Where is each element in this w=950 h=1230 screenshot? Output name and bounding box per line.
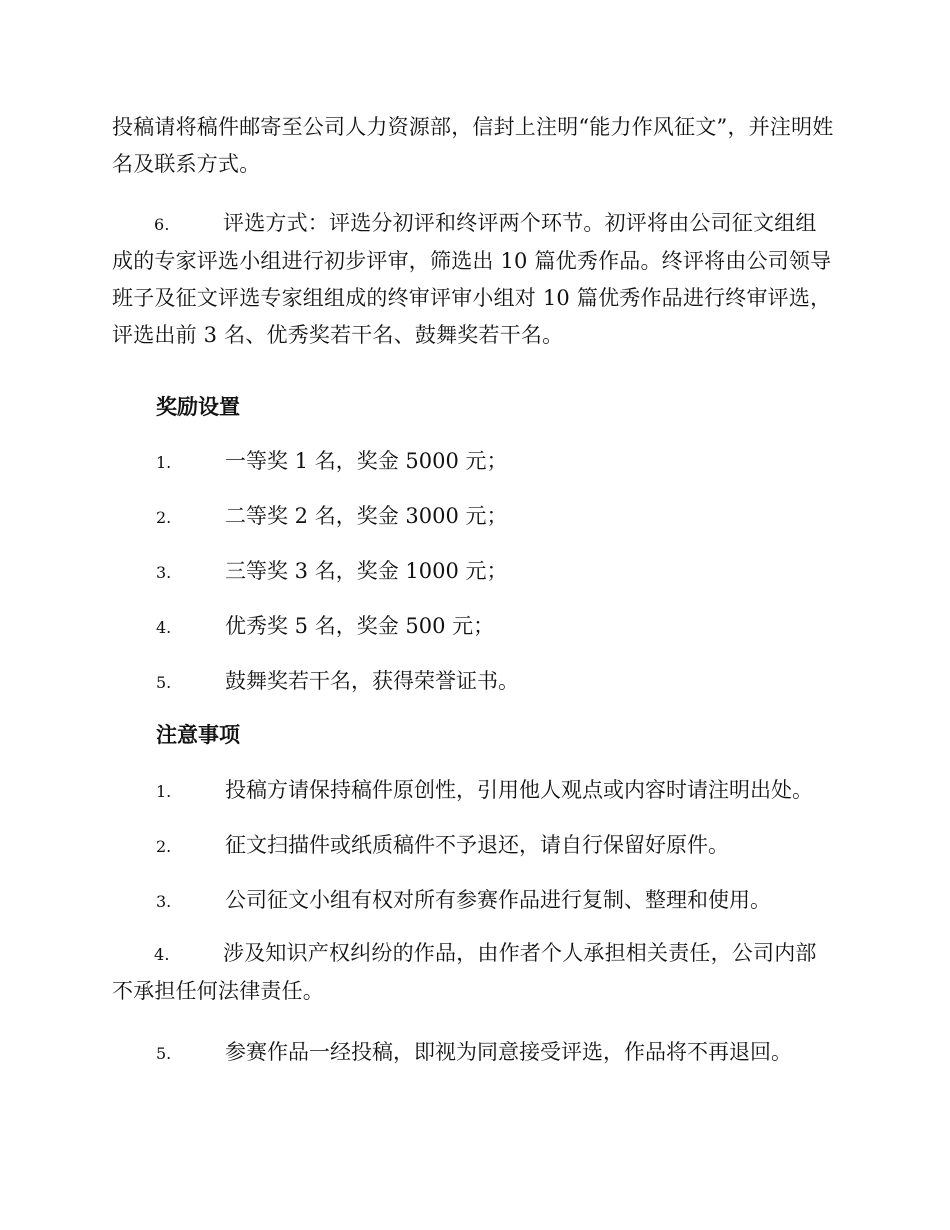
award-item-number: 2. bbox=[156, 508, 172, 527]
selection-text: 评选方式：评选分初评和终评两个环节。初评将由公司征文组组成的专家评选小组进行初步评审，筛选出 10 篇优秀作品。终评将由公司领导班子及征文评选专家组组成的终审评审小组对 10 篇优秀作品进行终审评选，评选出前 3 名、优秀奖若干名、鼓舞奖若干名。 bbox=[112, 211, 832, 347]
selection-number: 6. bbox=[154, 215, 170, 234]
award-item-number: 1. bbox=[156, 453, 172, 472]
award-item bbox=[156, 501, 836, 533]
note-item-number: 3. bbox=[156, 892, 172, 911]
note-item bbox=[156, 830, 836, 862]
award-item-text: 鼓舞奖若干名，获得荣誉证书。 bbox=[225, 669, 519, 693]
award-item-text: 优秀奖 5 名，奖金 500 元； bbox=[225, 614, 495, 638]
award-item bbox=[156, 666, 836, 698]
award-item-number: 4. bbox=[156, 618, 172, 637]
note-item bbox=[156, 885, 836, 917]
award-item-text: 二等奖 2 名，奖金 3000 元； bbox=[225, 504, 508, 528]
award-item bbox=[156, 446, 836, 478]
note-item-number: 4. bbox=[154, 945, 170, 964]
note-item-text: 涉及知识产权纠纷的作品，由作者个人承担相关责任，公司内部不承担任何法律责任。 bbox=[112, 941, 817, 1003]
award-item-number: 5. bbox=[156, 673, 172, 692]
intro-paragraph bbox=[112, 109, 834, 183]
award-item-text: 三等奖 3 名，奖金 1000 元； bbox=[225, 559, 508, 583]
awards-heading: 奖励设置 bbox=[156, 395, 240, 419]
note-item bbox=[156, 1037, 836, 1069]
note-item-text: 参赛作品一经投稿，即视为同意接受评选，作品将不再退回。 bbox=[225, 1040, 792, 1064]
note-item bbox=[156, 775, 836, 807]
intro-text: 投稿请将稿件邮寄至公司人力资源部，信封上注明“能力作风征文”，并注明姓名及联系方式。 bbox=[112, 115, 834, 176]
selection-paragraph bbox=[112, 205, 834, 354]
note-item-wrapped bbox=[112, 935, 834, 1010]
note-item-text: 征文扫描件或纸质稿件不予退还，请自行保留好原件。 bbox=[225, 833, 729, 857]
award-item bbox=[156, 556, 836, 588]
note-item-number: 1. bbox=[156, 782, 172, 801]
award-item-number: 3. bbox=[156, 563, 172, 582]
award-item-text: 一等奖 1 名，奖金 5000 元； bbox=[225, 449, 508, 473]
note-item-number: 5. bbox=[156, 1044, 172, 1063]
note-item-text: 投稿方请保持稿件原创性，引用他人观点或内容时请注明出处。 bbox=[225, 778, 813, 802]
note-item-text: 公司征文小组有权对所有参赛作品进行复制、整理和使用。 bbox=[225, 888, 771, 912]
note-item-number: 2. bbox=[156, 837, 172, 856]
award-item bbox=[156, 611, 836, 643]
notes-heading: 注意事项 bbox=[156, 723, 240, 747]
